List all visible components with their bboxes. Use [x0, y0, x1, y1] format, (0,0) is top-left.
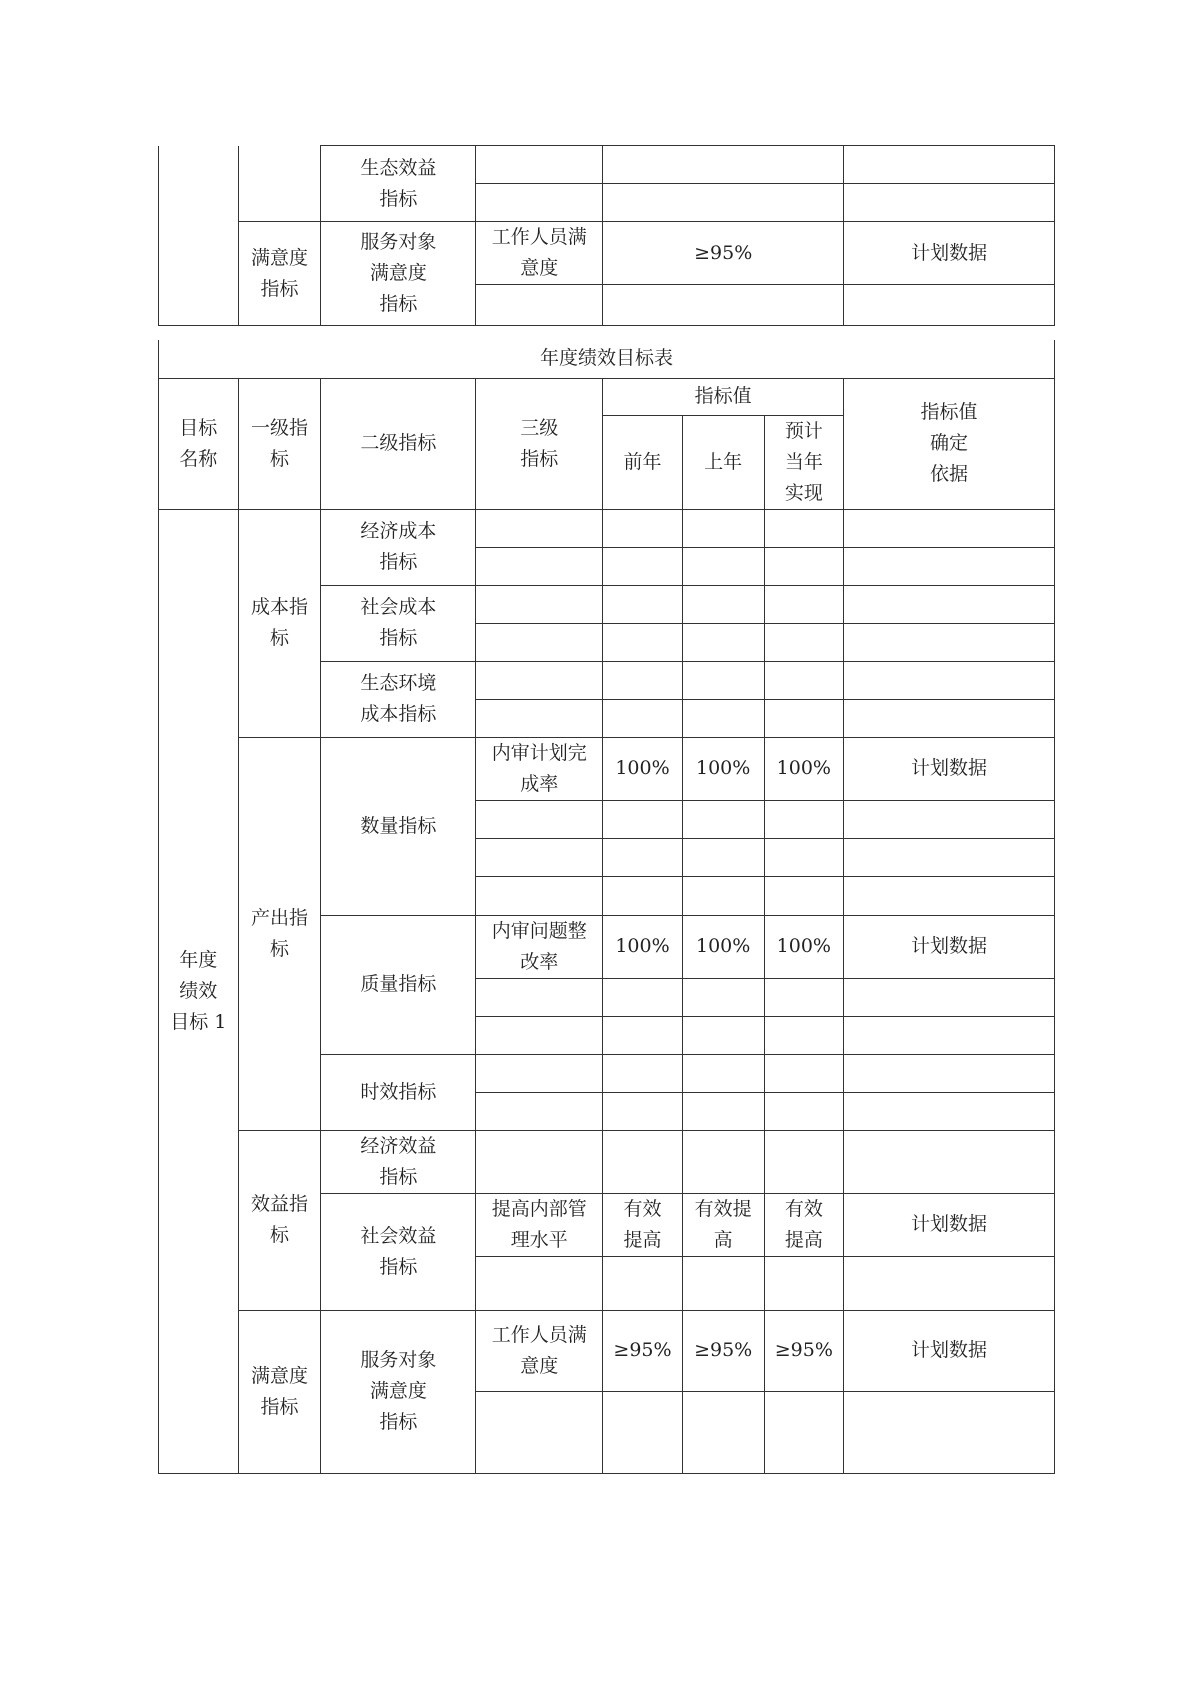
timeliness-label: 时效指标	[321, 1054, 476, 1130]
cell	[844, 1016, 1055, 1054]
cell	[764, 509, 844, 547]
cell	[682, 1130, 764, 1193]
cell	[476, 699, 603, 737]
service-obj-label: 服务对象 满意度 指标	[321, 222, 476, 326]
eco-benefit-label: 生态效益 指标	[321, 146, 476, 222]
social-cost-label: 社会成本 指标	[321, 585, 476, 661]
cell	[603, 1130, 683, 1193]
cell	[764, 1391, 844, 1473]
cell	[844, 800, 1055, 838]
cell	[603, 876, 683, 915]
improve-prev: 有效 提高	[603, 1193, 683, 1256]
staff-sat-label: 工作人员满 意度	[476, 1310, 603, 1391]
cell	[603, 1092, 683, 1130]
header-basis: 指标值 确定 依据	[844, 378, 1055, 509]
header-level1: 一级指 标	[238, 378, 321, 509]
cell	[476, 1016, 603, 1054]
cell	[603, 509, 683, 547]
goal-name-cell	[159, 146, 239, 326]
basis-value: 计划数据	[844, 222, 1055, 285]
improve-expected: 有效 提高	[764, 1193, 844, 1256]
cell	[682, 547, 764, 585]
cell	[764, 1016, 844, 1054]
cell	[844, 1054, 1055, 1092]
audit-plan-basis: 计划数据	[844, 737, 1055, 800]
cell	[476, 1092, 603, 1130]
cell	[603, 800, 683, 838]
cell	[682, 1054, 764, 1092]
cell	[682, 1256, 764, 1310]
satisfaction-label: 满意度 指标	[238, 1310, 321, 1473]
cell	[603, 585, 683, 623]
audit-fix-last: 100%	[682, 915, 764, 978]
benefit-label: 效益指 标	[238, 1130, 321, 1310]
cell	[764, 876, 844, 915]
cell	[682, 623, 764, 661]
audit-plan-last: 100%	[682, 737, 764, 800]
cell	[476, 146, 603, 184]
cell	[844, 509, 1055, 547]
cell	[476, 661, 603, 699]
header-goal-name: 目标 名称	[159, 378, 239, 509]
header-prev-year: 前年	[603, 415, 683, 509]
satisfaction-label: 满意度 指标	[238, 222, 321, 326]
cell	[603, 661, 683, 699]
cell	[476, 285, 603, 326]
cell	[476, 1391, 603, 1473]
cell	[603, 547, 683, 585]
cell	[844, 661, 1055, 699]
cell	[764, 838, 844, 876]
cell	[476, 623, 603, 661]
improve-basis: 计划数据	[844, 1193, 1055, 1256]
economic-benefit-label: 经济效益 指标	[321, 1130, 476, 1193]
staff-sat-last: ≥95%	[682, 1310, 764, 1391]
cell	[603, 1391, 683, 1473]
cell	[682, 509, 764, 547]
cell	[603, 146, 844, 184]
staff-sat-prev: ≥95%	[603, 1310, 683, 1391]
cell	[476, 978, 603, 1016]
header-level2: 二级指标	[321, 378, 476, 509]
cell	[476, 838, 603, 876]
cell	[603, 699, 683, 737]
improve-last: 有效提 高	[682, 1193, 764, 1256]
cell	[476, 1054, 603, 1092]
audit-plan-label: 内审计划完 成率	[476, 737, 603, 800]
quality-label: 质量指标	[321, 915, 476, 1054]
cell	[764, 623, 844, 661]
cell	[844, 1092, 1055, 1130]
cell	[682, 978, 764, 1016]
cell	[476, 184, 603, 222]
cell	[682, 699, 764, 737]
cell	[844, 876, 1055, 915]
cell	[844, 547, 1055, 585]
cell	[764, 1130, 844, 1193]
staff-sat-label: 工作人员满 意度	[476, 222, 603, 285]
quantity-label: 数量指标	[321, 737, 476, 915]
cell	[603, 1256, 683, 1310]
header-value: 指标值	[603, 378, 844, 415]
cell	[476, 1130, 603, 1193]
service-obj-label: 服务对象 满意度 指标	[321, 1310, 476, 1473]
cell	[764, 1054, 844, 1092]
cell	[844, 1391, 1055, 1473]
cell	[764, 661, 844, 699]
prev-page-table	[158, 145, 1055, 326]
cell	[764, 1092, 844, 1130]
staff-sat-basis: 计划数据	[844, 1310, 1055, 1391]
cell	[603, 623, 683, 661]
cell	[682, 1092, 764, 1130]
cell	[764, 547, 844, 585]
cell	[603, 1016, 683, 1054]
audit-fix-label: 内审问题整 改率	[476, 915, 603, 978]
audit-fix-expected: 100%	[764, 915, 844, 978]
cell	[682, 661, 764, 699]
cell	[682, 1391, 764, 1473]
cell	[476, 876, 603, 915]
social-benefit-label: 社会效益 指标	[321, 1193, 476, 1310]
cell	[764, 800, 844, 838]
cell	[476, 800, 603, 838]
cell	[844, 146, 1055, 184]
cell	[603, 978, 683, 1016]
cell	[844, 1130, 1055, 1193]
table-title: 年度绩效目标表	[159, 340, 1055, 378]
cell	[844, 285, 1055, 326]
cell	[844, 623, 1055, 661]
header-last-year: 上年	[682, 415, 764, 509]
cell	[603, 285, 844, 326]
cell	[764, 978, 844, 1016]
header-expected: 预计 当年 实现	[764, 415, 844, 509]
audit-plan-prev: 100%	[603, 737, 683, 800]
cell	[476, 509, 603, 547]
audit-fix-basis: 计划数据	[844, 915, 1055, 978]
cell	[764, 699, 844, 737]
cell	[844, 585, 1055, 623]
economic-cost-label: 经济成本 指标	[321, 509, 476, 585]
audit-plan-expected: 100%	[764, 737, 844, 800]
cell	[476, 1256, 603, 1310]
eco-env-cost-label: 生态环境 成本指标	[321, 661, 476, 737]
cost-label: 成本指 标	[238, 509, 321, 737]
cell	[682, 1016, 764, 1054]
cell	[603, 1054, 683, 1092]
cell	[682, 800, 764, 838]
cell	[603, 838, 683, 876]
cell	[476, 585, 603, 623]
header-level3: 三级 指标	[476, 378, 603, 509]
staff-sat-expected: ≥95%	[764, 1310, 844, 1391]
audit-fix-prev: 100%	[603, 915, 683, 978]
cell	[844, 1256, 1055, 1310]
cell	[764, 1256, 844, 1310]
level1-cell	[238, 146, 321, 222]
cell	[844, 184, 1055, 222]
annual-performance-table	[158, 340, 1055, 1474]
cell	[764, 585, 844, 623]
improve-label: 提高内部管 理水平	[476, 1193, 603, 1256]
sat-value: ≥95%	[603, 222, 844, 285]
goal-1-label: 年度 绩效 目标 1	[159, 509, 239, 1473]
cell	[682, 876, 764, 915]
cell	[476, 547, 603, 585]
cell	[844, 838, 1055, 876]
cell	[844, 978, 1055, 1016]
cell	[603, 184, 844, 222]
cell	[682, 838, 764, 876]
cell	[844, 699, 1055, 737]
cell	[682, 585, 764, 623]
output-label: 产出指 标	[238, 737, 321, 1130]
